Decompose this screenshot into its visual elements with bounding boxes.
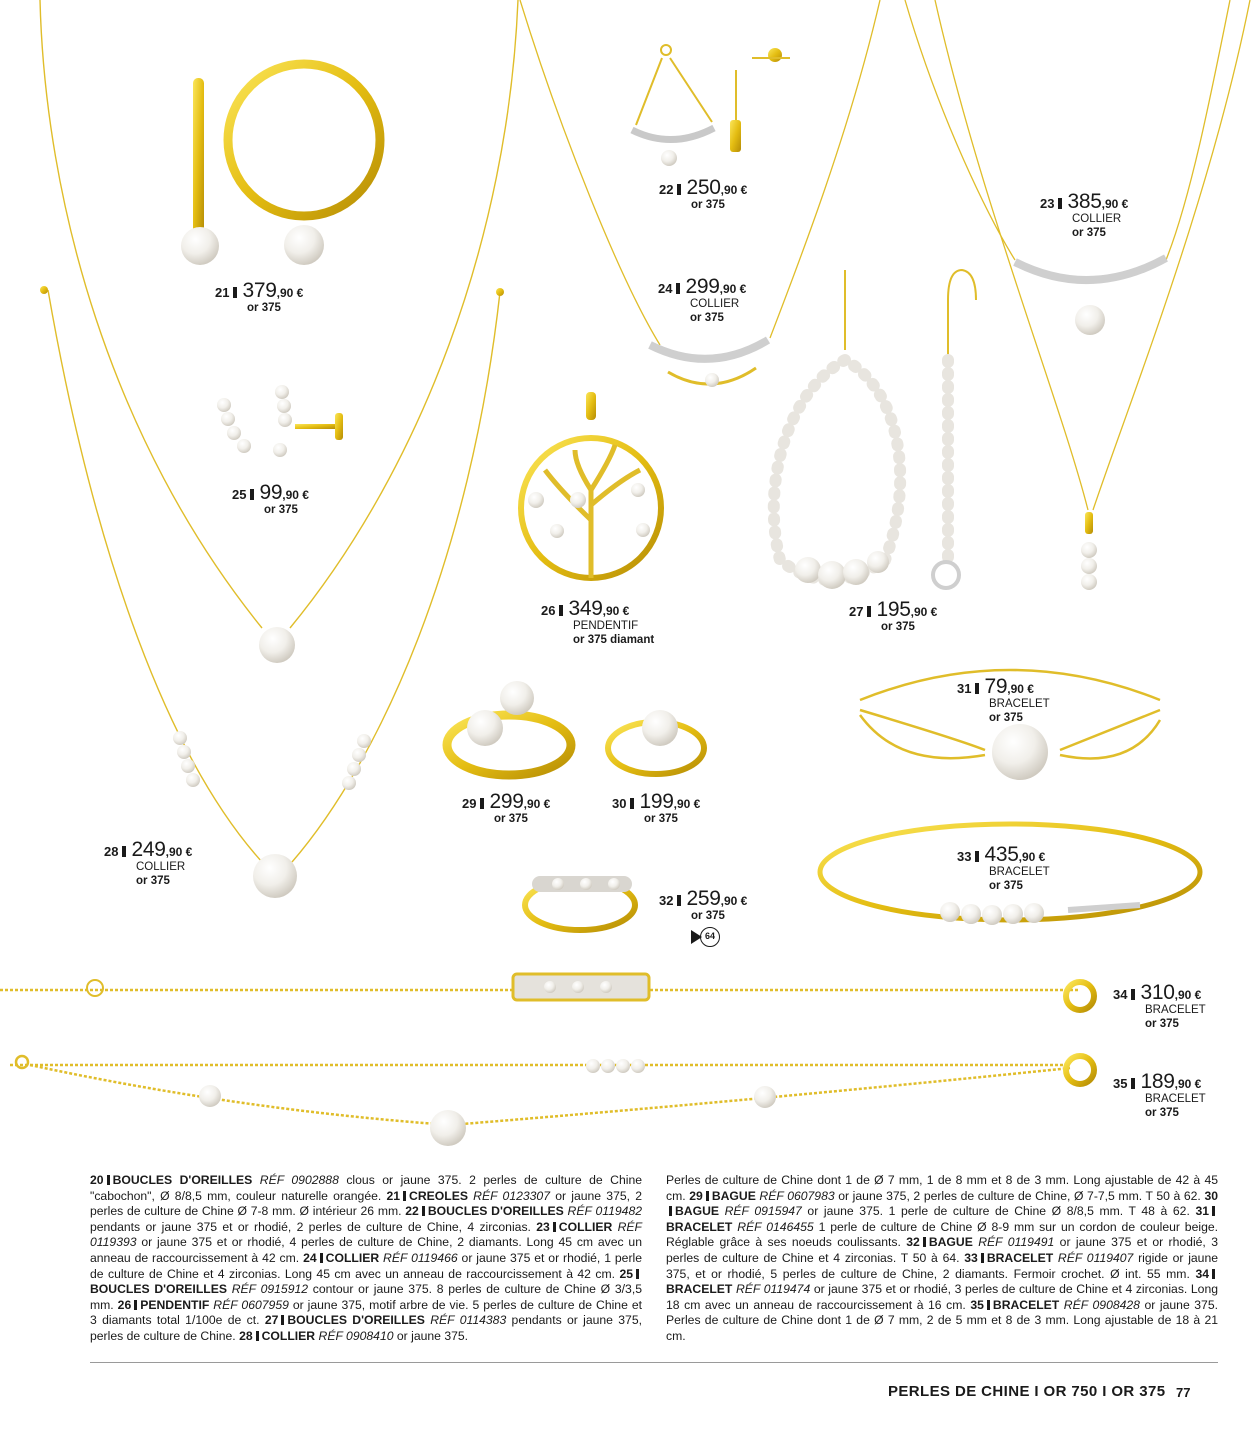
- price-cents: ,90 €: [1101, 197, 1129, 211]
- price-amount: 199: [639, 790, 674, 813]
- price-amount: 435: [984, 843, 1019, 866]
- description-entry-28: 28 COLLIER RÉF 0908410 or jaune 375.: [239, 1328, 469, 1343]
- pendant-26[interactable]: [521, 392, 661, 578]
- description-entry-20: 20 BOUCLES D'OREILLES RÉF 0902888 clous or jaune 375. 2 perles de culture de Chine "cabochon", Ø 8/8,5 mm, couleur naturelle orangée.: [90, 1173, 643, 1203]
- separator-bar: [1058, 198, 1062, 209]
- price-tag-27: [849, 599, 937, 634]
- page-number: 77: [1176, 1385, 1191, 1400]
- description-entry-29: 29 BAGUE RÉF 0607983 or jaune 375, 2 perles de culture de Chine, Ø 7-7,5 mm. T 50 à 62.: [689, 1188, 1205, 1203]
- product-number: 25: [232, 487, 247, 502]
- price-detail-line: or 375: [136, 874, 170, 887]
- description-entry-30: 30BAGUE RÉF 0915947 or jaune 375. 1 perle de culture de Chine Ø 8/8,5 mm. T 48 à 62.: [666, 1189, 1218, 1219]
- price-detail-line: or 375: [989, 879, 1023, 892]
- product-number: 34: [1113, 987, 1128, 1002]
- separator-bar: [233, 287, 237, 298]
- separator-bar: [975, 683, 979, 694]
- price-detail-line: COLLIER: [136, 861, 186, 873]
- price-amount: 259: [686, 887, 721, 910]
- price-cents: ,90 €: [1007, 682, 1034, 696]
- bracelet-35-pearls: [199, 1059, 776, 1146]
- price-tag-26: [541, 598, 654, 646]
- separator-bar: [559, 605, 563, 616]
- price-cents: ,90 €: [165, 845, 193, 859]
- product-number: 27: [849, 604, 864, 619]
- price-amount: 250: [686, 176, 721, 199]
- price-cents: ,90 €: [1018, 850, 1046, 864]
- price-detail-line: or 375 diamant: [573, 633, 655, 646]
- page-reference-link[interactable]: [691, 927, 720, 947]
- price-amount: 299: [489, 790, 524, 813]
- price-amount: 310: [1140, 981, 1175, 1004]
- price-detail-line: or 375: [247, 302, 281, 314]
- product-number: 28: [104, 844, 119, 859]
- price-tag-28: [104, 839, 192, 887]
- product-number: 33: [957, 849, 972, 864]
- separator-bar: [676, 283, 680, 294]
- separator-bar: [867, 606, 871, 617]
- price-detail-line: BRACELET: [1145, 1004, 1206, 1016]
- description-entry-34: 34BRACELET RÉF 0119474 or jaune 375 et or rhodié, 3 perles de culture de Chine et 4 zirconias. Long 18 cm avec un anneau de raccourcissement à 16 cm.: [666, 1266, 1219, 1312]
- bracelet-35[interactable]: [10, 1056, 1094, 1125]
- price-detail-line: BRACELET: [989, 698, 1050, 710]
- price-tag-30: [612, 791, 700, 826]
- price-detail-line: PENDENTIF: [573, 620, 639, 632]
- earrings-22[interactable]: [632, 45, 790, 166]
- price-detail-line: or 375: [494, 813, 528, 825]
- price-detail-line: COLLIER: [690, 298, 740, 310]
- description-entry-31: 31BRACELET RÉF 0146455 1 perle de culture de Chine Ø 8-9 mm sur un cordon de couleur beige. Réglable grâce à ses noeuds coulissants.: [666, 1204, 1219, 1250]
- price-amount: 349: [568, 597, 603, 620]
- price-tag-23: [1040, 191, 1128, 239]
- price-amount: 189: [1140, 1070, 1175, 1093]
- ring-32[interactable]: [525, 876, 635, 930]
- necklace-28[interactable]: [40, 0, 518, 862]
- description-entry-25: 25BOUCLES D'OREILLES RÉF 0915912 contour or jaune 375. 8 perles de culture de Chine Ø 3/3,5 mm.: [90, 1266, 642, 1312]
- separator-bar: [677, 184, 681, 195]
- price-detail-line: or 375: [691, 199, 725, 211]
- necklace-23[interactable]: [905, 0, 1250, 590]
- price-detail-line: or 375: [1072, 226, 1106, 239]
- price-amount: 299: [685, 275, 720, 298]
- price-amount: 249: [131, 838, 166, 861]
- price-tag-24: [658, 276, 746, 324]
- price-tag-31: [957, 676, 1050, 724]
- price-cents: ,90 €: [719, 282, 747, 296]
- product-number: 23: [1040, 196, 1055, 211]
- price-detail-line: COLLIER: [1072, 213, 1122, 225]
- product-number: 32: [659, 893, 674, 908]
- earrings-27[interactable]: [774, 270, 976, 589]
- product-number: 29: [462, 796, 477, 811]
- separator-bar: [1131, 989, 1135, 1000]
- description-entry-33: 33 BRACELET RÉF 0119407 rigide or jaune 375, et or rhodié, 5 perles de culture de Chine, 2 diamants. Fermoir crochet. Ø int. 55 mm.: [666, 1250, 1219, 1281]
- product-number: 22: [659, 182, 674, 197]
- description-entry-32: 32 BAGUE RÉF 0119491 or jaune 375 et or rhodié, 3 perles de culture de Chine et 4 zirconias. T 50 à 64.: [666, 1235, 1218, 1265]
- description-left-column: [90, 1173, 642, 1345]
- description-entry-24: 24 COLLIER RÉF 0119466 or jaune 375 et or rhodié, 1 perle de culture de Chine et 4 zirconias. Long 45 cm avec un anneau de raccourcissement à 42 cm.: [90, 1250, 642, 1281]
- price-amount: 79: [984, 675, 1008, 698]
- price-cents: ,90 €: [282, 488, 309, 502]
- price-tag-32: [659, 888, 747, 948]
- description-intro: Perles de culture de Chine dont 1 de Ø 7 mm, 1 de 8 mm et 8 de 3 mm. Long ajustable de 42 à 45 cm.: [666, 1173, 1218, 1203]
- price-cents: ,90 €: [523, 797, 551, 811]
- price-detail-line: or 375: [690, 311, 724, 324]
- ring-30[interactable]: [608, 710, 704, 774]
- product-number: 21: [215, 285, 230, 300]
- price-tag-29: [462, 791, 550, 826]
- price-tag-22: [659, 177, 747, 212]
- price-amount: 99: [259, 481, 283, 504]
- description-entry-23: 23 COLLIER RÉF 0119393 or jaune 375 et or rhodié, 4 perles de culture de Chine, 2 diamants. Long 45 cm avec un anneau de raccourcissement à 42 cm.: [90, 1219, 642, 1265]
- price-detail-line: BRACELET: [1145, 1093, 1206, 1105]
- separator-bar: [250, 489, 254, 500]
- footer-title: PERLES DE CHINE I OR 750 I OR 375: [888, 1383, 1166, 1400]
- description-entry-35: 35 BRACELET RÉF 0908428 or jaune 375. Perles de culture de Chine dont 1 de Ø 7 mm, 2 de 5 mm et 8 de 3 mm. Long ajustable de 18 à 21 cm.: [666, 1297, 1219, 1343]
- product-number: 24: [658, 281, 673, 296]
- page-ref-number: 64: [700, 927, 720, 947]
- description-entry-22: 22 BOUCLES D'OREILLES RÉF 0119482 pendants or jaune 375 et or rhodié, 2 perles de culture de Chine, 4 zirconias.: [90, 1204, 643, 1234]
- earrings-25[interactable]: [217, 385, 343, 457]
- description-entry-21: 21 CREOLES RÉF 0123307 or jaune 375, 2 perles de culture de Chine Ø 7-8 mm. Ø intérieur 26 mm.: [90, 1188, 642, 1219]
- necklace-28-pearls: [173, 627, 371, 898]
- price-detail-line: or 375: [989, 711, 1023, 724]
- price-cents: ,90 €: [910, 605, 938, 619]
- price-cents: ,90 €: [602, 604, 630, 618]
- description-right-column: [666, 1173, 1218, 1345]
- ring-29[interactable]: [447, 681, 571, 775]
- price-tag-34: [1113, 982, 1206, 1030]
- price-tag-25: [232, 482, 309, 517]
- price-tag-33: [957, 844, 1050, 892]
- description-entry-27: 27 BOUCLES D'OREILLES RÉF 0114383 pendants or jaune 375, perles de culture de Chine.: [90, 1313, 642, 1343]
- product-number: 31: [957, 681, 972, 696]
- price-amount: 385: [1067, 190, 1102, 213]
- price-tag-21: [215, 280, 303, 315]
- price-detail-line: or 375: [1145, 1106, 1179, 1119]
- price-detail-line: or 375: [691, 910, 725, 922]
- separator-bar: [975, 851, 979, 862]
- product-number: 26: [541, 603, 556, 618]
- price-cents: ,90 €: [720, 894, 748, 908]
- price-cents: ,90 €: [1174, 988, 1202, 1002]
- description-entry-26: 26 PENDENTIF RÉF 0607959 or jaune 375, motif arbre de vie. 5 perles de culture de Chine et 3 diamants total 1/100e de ct.: [90, 1297, 643, 1328]
- price-cents: ,90 €: [276, 286, 304, 300]
- price-tag-35: [1113, 1071, 1206, 1119]
- product-number: 35: [1113, 1076, 1128, 1091]
- price-cents: ,90 €: [673, 797, 701, 811]
- price-amount: 195: [876, 598, 911, 621]
- footer-divider: [90, 1362, 1218, 1363]
- separator-bar: [122, 846, 126, 857]
- price-cents: ,90 €: [720, 183, 748, 197]
- separator-bar: [1131, 1078, 1135, 1089]
- price-detail-line: BRACELET: [989, 866, 1050, 878]
- separator-bar: [480, 798, 484, 809]
- price-amount: 379: [242, 279, 277, 302]
- bracelet-34[interactable]: [0, 974, 1094, 1010]
- separator-bar: [677, 895, 681, 906]
- price-detail-line: or 375: [1145, 1017, 1179, 1030]
- price-detail-line: or 375: [881, 621, 915, 633]
- price-cents: ,90 €: [1174, 1077, 1202, 1091]
- price-detail-line: or 375: [264, 504, 298, 516]
- product-number: 30: [612, 796, 627, 811]
- price-detail-line: or 375: [644, 813, 678, 825]
- creoles-21[interactable]: [181, 64, 380, 265]
- separator-bar: [630, 798, 634, 809]
